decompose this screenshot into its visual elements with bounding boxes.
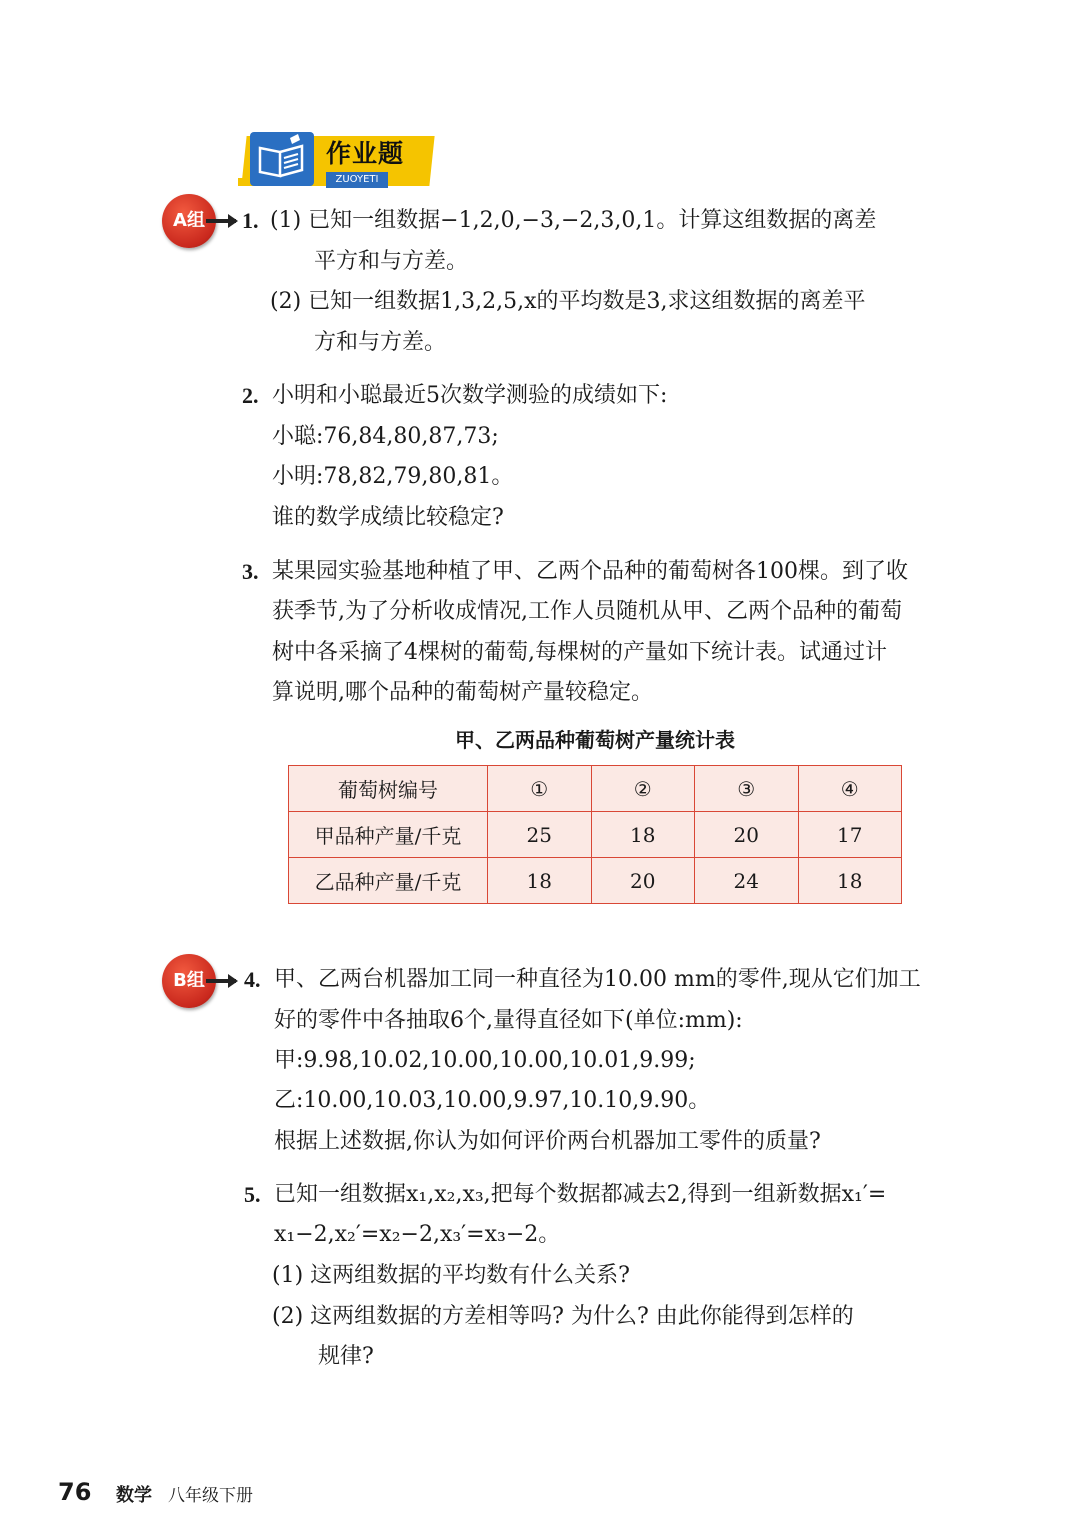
q1-part2-line2: 方和与方差。 (314, 330, 447, 355)
page-number: 76 (58, 1478, 92, 1506)
table-cell: 25 (488, 812, 592, 858)
q3-number: 3. (242, 559, 259, 584)
group-a-badge: A组 (162, 194, 216, 248)
section-title: 作业题 (326, 139, 405, 168)
table-cell: ① (488, 766, 592, 812)
q1-part1-line2: 平方和与方差。 (314, 249, 469, 274)
q2-line2: 小聪:76,84,80,87,73; (272, 424, 499, 449)
q2-line3: 小明:78,82,79,80,81。 (272, 464, 514, 489)
q5-line3: (1) 这两组数据的平均数有什么关系? (272, 1263, 630, 1288)
table-title: 甲、乙两品种葡萄树产量统计表 (455, 728, 735, 752)
q4-line2: 好的零件中各抽取6个,量得直径如下(单位:mm): (274, 1008, 743, 1033)
q5-line1: 已知一组数据x₁,x₂,x₃,把每个数据都减去2,得到一组新数据x₁′= (274, 1182, 887, 1207)
q5-line4: (2) 这两组数据的方差相等吗? 为什么? 由此你能得到怎样的 (272, 1304, 854, 1329)
q3-line2: 获季节,为了分析收成情况,工作人员随机从甲、乙两个品种的葡萄 (272, 599, 902, 624)
q4-line4: 乙:10.00,10.03,10.00,9.97,10.10,9.90。 (274, 1088, 711, 1113)
table-cell: 24 (695, 858, 799, 904)
homework-book-icon (250, 132, 314, 186)
group-a-arrow-icon (206, 219, 236, 223)
table-cell: 18 (798, 858, 902, 904)
table-cell: 18 (488, 858, 592, 904)
table-row (289, 766, 902, 812)
q2-line1: 小明和小聪最近5次数学测验的成绩如下: (272, 383, 668, 408)
table-cell: 葡萄树编号 (289, 766, 488, 812)
table-cell: ④ (798, 766, 902, 812)
q5-number: 5. (244, 1182, 261, 1207)
table-cell: ③ (695, 766, 799, 812)
q4-line5: 根据上述数据,你认为如何评价两台机器加工零件的质量? (274, 1129, 821, 1154)
q1-part1-line1: (1) 已知一组数据−1,2,0,−3,−2,3,0,1。计算这组数据的离差 (270, 208, 877, 233)
section-subtitle: ZUOYETI (326, 172, 388, 188)
table-row (289, 858, 902, 904)
group-b-arrow-icon (206, 979, 236, 983)
table-cell: 甲品种产量/千克 (289, 812, 488, 858)
q2-number: 2. (242, 383, 259, 408)
table-cell: 20 (591, 858, 695, 904)
q3-line1: 某果园实验基地种植了甲、乙两个品种的葡萄树各100棵。到了收 (272, 559, 908, 584)
footer-grade: 八年级下册 (168, 1486, 253, 1506)
table-cell: 20 (695, 812, 799, 858)
q1-part2-line1: (2) 已知一组数据1,3,2,5,x的平均数是3,求这组数据的离差平 (270, 289, 866, 314)
q4-line1: 甲、乙两台机器加工同一种直径为10.00 mm的零件,现从它们加工 (274, 967, 921, 992)
q3-line3: 树中各采摘了4棵树的葡萄,每棵树的产量如下统计表。试通过计 (272, 640, 887, 665)
q3-line4: 算说明,哪个品种的葡萄树产量较稳定。 (272, 680, 653, 705)
q2-line4: 谁的数学成绩比较稳定? (272, 505, 504, 530)
table-cell: 17 (798, 812, 902, 858)
yield-table (288, 765, 902, 904)
footer-subject: 数学 (116, 1485, 152, 1506)
q4-line3: 甲:9.98,10.02,10.00,10.00,10.01,9.99; (274, 1048, 696, 1073)
q1-number: 1. (242, 208, 259, 233)
q4-number: 4. (244, 967, 261, 992)
q5-line2: x₁−2,x₂′=x₂−2,x₃′=x₃−2。 (274, 1222, 561, 1247)
q5-line5: 规律? (318, 1344, 374, 1369)
table-row (289, 812, 902, 858)
table-cell: ② (591, 766, 695, 812)
group-b-badge: B组 (162, 954, 216, 1008)
table-cell: 乙品种产量/千克 (289, 858, 488, 904)
table-cell: 18 (591, 812, 695, 858)
